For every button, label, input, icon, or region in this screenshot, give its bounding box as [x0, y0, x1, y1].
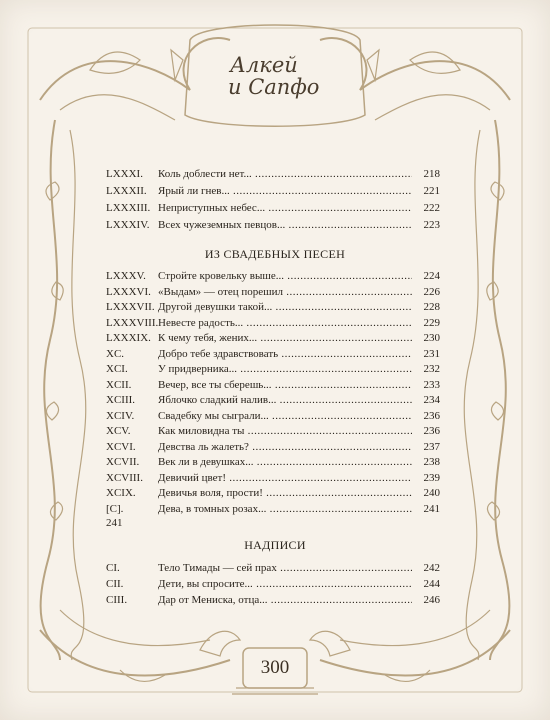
entry-page: 242 — [423, 562, 440, 574]
entry-page: 218 — [423, 168, 440, 180]
toc-entry — [106, 425, 444, 442]
entry-number: XCIV. — [106, 409, 135, 422]
entry-page: 237 — [423, 440, 440, 453]
entry-page: 241 — [106, 517, 123, 529]
toc-entry — [106, 270, 444, 287]
entry-title: Яблочко сладкий налив... ..... — [158, 394, 412, 406]
toc-entry — [106, 301, 444, 318]
entry-title: Ярый ли гнев... ..... — [158, 185, 412, 197]
entry-page: 232 — [423, 363, 440, 375]
entry-number: CII. — [106, 578, 124, 590]
entry-page: 241 — [423, 502, 440, 515]
entry-number: CI. — [106, 562, 120, 574]
entry-page: 231 — [423, 347, 440, 360]
entry-page: 226 — [423, 285, 440, 298]
entry-number: LXXXVII. — [106, 301, 155, 313]
entry-title: Девства ль жалеть? ..... — [158, 441, 412, 453]
toc-entry — [106, 578, 444, 595]
entry-title: Неприступных небес... ..... — [158, 202, 412, 214]
entry-page: 236 — [423, 409, 440, 422]
entry-title: У придверника... ..... — [158, 363, 412, 375]
entry-title: Свадебку мы сыграли... ..... — [158, 410, 412, 422]
entry-title: Вечер, все ты сберешь... ..... — [158, 379, 412, 391]
toc-entry — [106, 487, 444, 504]
book-title-line2: и Сапфо — [228, 75, 320, 99]
entry-title: Дар от Мениска, отца... ..... — [158, 594, 412, 606]
entry-page: 228 — [423, 301, 440, 313]
entry-title: Невесте радость... ..... — [158, 317, 412, 329]
toc-entry — [106, 286, 444, 303]
toc-entry — [106, 472, 444, 489]
toc-wrapped-page — [106, 517, 444, 534]
entry-title: Добро тебе здравствовать ..... — [158, 348, 412, 360]
entry-title: Дети, вы спросите... ..... — [158, 578, 412, 590]
entry-page: 234 — [423, 394, 440, 406]
entry-number: LXXXIII. — [106, 202, 151, 214]
entry-number: LXXXV. — [106, 270, 146, 282]
toc-entry — [106, 348, 444, 365]
toc-entry — [106, 202, 444, 219]
toc-entry — [106, 594, 444, 611]
entry-page: 222 — [423, 202, 440, 214]
toc-entry — [106, 410, 444, 427]
toc-entry — [106, 317, 444, 334]
entry-page: 236 — [423, 425, 440, 437]
entry-number: XCIX. — [106, 487, 136, 499]
entry-title: Дева, в томных розах... ..... — [158, 503, 412, 515]
entry-title: Всех чужеземных певцов... ..... — [158, 219, 412, 231]
entry-title: Коль доблести нет... ..... — [158, 168, 412, 180]
section-heading-inscriptions: НАДПИСИ — [244, 538, 306, 552]
entry-number: LXXXVIII. — [106, 316, 159, 329]
entry-title: Девичья воля, прости! ..... — [158, 487, 412, 499]
entry-title: Девичий цвет! ..... — [158, 472, 412, 484]
entry-title: Как миловидна ты ..... — [158, 425, 412, 437]
entry-title: Тело Тимады — сей прах ..... — [158, 562, 412, 574]
entry-number: [C]. — [106, 502, 124, 515]
entry-number: LXXXI. — [106, 168, 143, 180]
entry-number: XC. — [106, 347, 125, 360]
entry-title: К чему тебя, жених... ..... — [158, 332, 412, 344]
entry-number: LXXXVI. — [106, 285, 151, 298]
entry-page: 238 — [423, 456, 440, 468]
toc-entry — [106, 185, 444, 202]
entry-number: XCIII. — [106, 394, 136, 406]
book-title-line1: Алкей — [230, 53, 298, 77]
entry-page: 229 — [423, 316, 440, 329]
entry-number: XCI. — [106, 363, 128, 375]
entry-title: Век ли в девушках... ..... — [158, 456, 412, 468]
toc-entry — [106, 332, 444, 349]
entry-page: 239 — [423, 471, 440, 484]
entry-page: 233 — [423, 378, 440, 391]
entry-number: XCII. — [106, 378, 132, 391]
section-heading-wedding: ИЗ СВАДЕБНЫХ ПЕСЕН — [204, 247, 346, 261]
toc-entry — [106, 456, 444, 473]
book-title — [200, 54, 350, 98]
entry-page: 224 — [423, 270, 440, 282]
toc-entry — [106, 379, 444, 396]
entry-page: 240 — [423, 487, 440, 499]
entry-number: XCV. — [106, 425, 131, 437]
entry-number: XCVI. — [106, 440, 136, 453]
entry-title: Стройте кровельку выше... ..... — [158, 270, 412, 282]
toc-entry — [106, 394, 444, 411]
entry-page: 230 — [423, 332, 440, 344]
entry-page: 246 — [423, 594, 440, 606]
entry-title: «Выдам» — отец порешил ..... — [158, 286, 412, 298]
toc-entry — [106, 441, 444, 458]
entry-page: 244 — [423, 578, 440, 590]
toc-entry — [106, 363, 444, 380]
entry-number: LXXXII. — [106, 185, 147, 197]
entry-number: XCVIII. — [106, 471, 143, 484]
entry-number: LXXXIX. — [106, 332, 151, 344]
toc-entry — [106, 168, 444, 185]
entry-number: XCVII. — [106, 456, 140, 468]
entry-title: Другой девушки такой... ..... — [158, 301, 412, 313]
toc-entry — [106, 219, 444, 236]
entry-number: CIII. — [106, 594, 128, 606]
toc-entry — [106, 562, 444, 579]
page-number: 300 — [260, 657, 290, 678]
entry-page: 221 — [423, 185, 440, 197]
entry-page: 223 — [423, 219, 440, 231]
entry-number: LXXXIV. — [106, 219, 150, 231]
